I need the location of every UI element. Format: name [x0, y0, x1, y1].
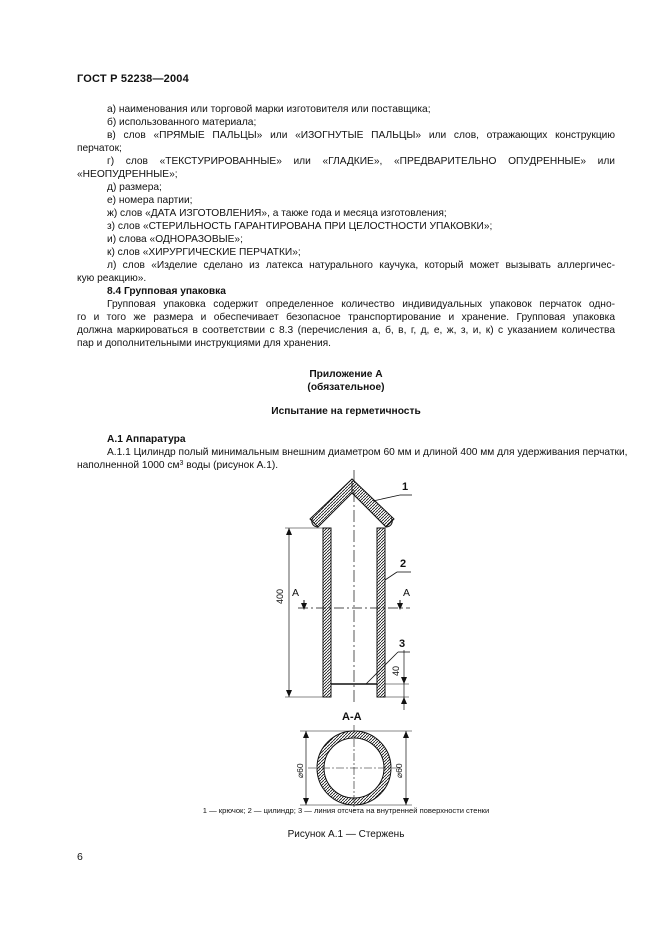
list-item: ж) слов «ДАТА ИЗГОТОВЛЕНИЯ», а также года и месяца изготовления; [107, 208, 447, 219]
mark-dimension-label: 40 [391, 665, 401, 676]
list-item: з) слов «СТЕРИЛЬНОСТЬ ГАРАНТИРОВАНА ПРИ ЦЕЛОСТНОСТИ УПАКОВКИ»; [107, 221, 493, 232]
section-label-right: А [403, 587, 411, 599]
list-item: к) слов «ХИРУРГИЧЕСКИЕ ПЕРЧАТКИ»; [107, 247, 301, 258]
appendix-subtitle: (обязательное) [307, 382, 385, 393]
paragraph-line: должна маркироваться в соответствии с 8.3 (перечисления а, б, в, г, д, е, ж, з, и, к) с указанием количества [77, 325, 615, 336]
paragraph-line: наполненной 1000 $см^3$ воды (рисунок А.1). [77, 460, 279, 471]
list-item: и) слова «ОДНОРАЗОВЫЕ»; [107, 234, 243, 245]
appendix-title: Приложение А [309, 369, 383, 380]
length-dimension [285, 528, 324, 697]
callout-2: 2 [400, 558, 407, 570]
page-number: 6 [77, 851, 83, 863]
document-header: ГОСТ Р 52238—2004 [77, 73, 189, 85]
list-item: г) слов «ТЕКСТУРИРОВАННЫЕ» или «ГЛАДКИЕ», «ПРЕДВАРИТЕЛЬНО ОПУДРЕННЫЕ» или [107, 156, 615, 167]
list-item: «НЕОПУДРЕННЫЕ»; [77, 169, 178, 180]
paragraph-line: А.1.1 Цилиндр полый минимальным внешним диаметром 60 мм и длиной 400 мм для удерживания перчатки, [107, 447, 628, 458]
hook-cap [310, 479, 394, 527]
list-item: в) слов «ПРЯМЫЕ ПАЛЬЦЫ» или «ИЗОГНУТЫЕ ПАЛЬЦЫ» или слов, отражающих конструкцию [107, 130, 615, 141]
length-dimension-label: 400 [275, 588, 285, 604]
diameter-label-left: ⌀60 [295, 763, 305, 778]
callout-1: 1 [402, 481, 409, 493]
mark-dimension [385, 650, 409, 710]
list-item: д) размера; [107, 182, 162, 193]
list-item: перчаток; [77, 143, 122, 154]
paragraph-line: пар и дополнительными инструкциями для хранения. [77, 338, 331, 349]
paragraph-line: Групповая упаковка содержит определенное количество индивидуальных упаковок перчаток одно- [107, 299, 615, 310]
list-item: е) номера партии; [107, 195, 193, 206]
list-item: б) использованного материала; [107, 117, 257, 128]
list-item: кую реакцию». [77, 273, 147, 284]
section-label-left: А [292, 587, 300, 599]
list-item: л) слов «Изделие сделано из латекса натурального каучука, который может вызывать аллергичес- [107, 260, 615, 271]
section-title: А.1 Аппаратура [107, 434, 186, 445]
cross-section [308, 725, 400, 811]
appendix-heading: Испытание на герметичность [271, 406, 421, 417]
diameter-label-right: ⌀60 [394, 763, 404, 778]
figure-caption: Рисунок А.1 — Стержень [287, 829, 405, 840]
paragraph-line: го и того же размера и обеспечивает безопасное транспортирование и хранение. Групповая упаковка [77, 312, 615, 323]
section-title: 8.4 Групповая упаковка [107, 286, 226, 297]
section-title: А-А [342, 711, 362, 723]
list-item: а) наименования или торговой марки изготовителя или поставщика; [107, 104, 431, 115]
callout-3: 3 [399, 638, 406, 650]
figure-legend: 1 — крючок; 2 — цилиндр; 3 — линия отсчета на внутренней поверхности стенки [202, 806, 490, 815]
